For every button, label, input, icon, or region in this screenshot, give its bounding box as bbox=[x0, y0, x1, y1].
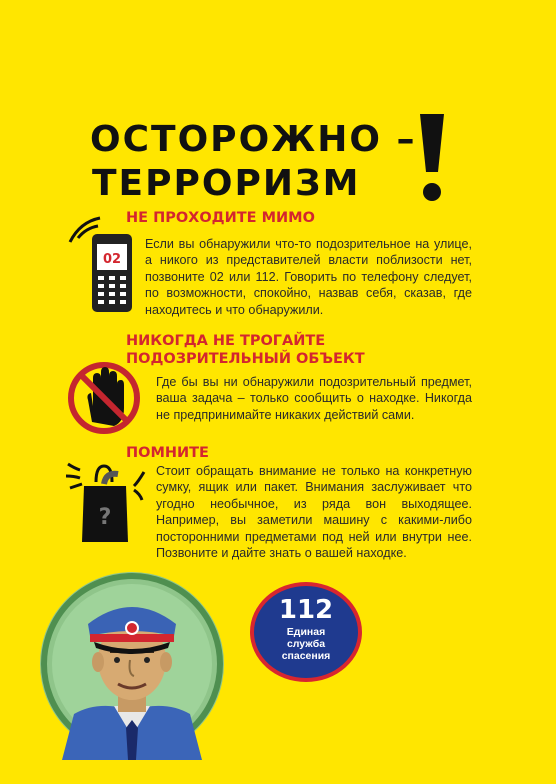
title-line-1: ОСТОРОЖНО – bbox=[90, 119, 417, 160]
badge-label-line-3: спасения bbox=[281, 650, 331, 662]
phone-screen-text: 02 bbox=[102, 252, 122, 267]
police-officer-illustration bbox=[38, 560, 234, 770]
svg-text:?: ? bbox=[98, 505, 112, 530]
title-line-2: ТЕРРОРИЗМ bbox=[92, 163, 361, 204]
section-3-heading: ПОМНИТЕ bbox=[126, 445, 209, 461]
section-2-heading-line-2: ПОДОЗРИТЕЛЬНЫЙ ОБЪЕКТ bbox=[126, 351, 365, 367]
section-3-body: Стоит обращать внимание не только на конкретную сумку, ящик или пакет. Внимания заслуживает что угодно необычное, из ряда вон выходящее. Например, вы заметили машину с какими-либо посторонними предметами под ней или внутри нее. Позвоните и дайте знать о вашей находке. bbox=[156, 464, 472, 561]
no-touch-hand-icon bbox=[66, 360, 142, 436]
badge-number: 112 bbox=[278, 595, 334, 625]
emergency-112-badge bbox=[250, 582, 362, 682]
page-title bbox=[90, 118, 417, 206]
badge-label-line-2: служба bbox=[286, 638, 326, 650]
section-2-heading-line-1: НИКОГДА НЕ ТРОГАЙТЕ bbox=[126, 333, 326, 349]
suspicious-bag-icon bbox=[66, 456, 146, 546]
badge-label bbox=[254, 626, 358, 662]
exclamation-icon bbox=[412, 110, 452, 206]
section-2-body: Где бы вы ни обнаружили подозрительный предмет, ваша задача – только сообщить о находке. Никогда не предпринимайте никаких действий сами. bbox=[156, 375, 472, 422]
phone-icon bbox=[66, 214, 136, 314]
section-1-body: Если вы обнаружили что-то подозрительное на улице, а никого из представителей власти поблизости нет, позвоните 02 или 112. Говорить по телефону следует, по возможности, спокойно, назвав себя, сказав, где находитесь и что обнаружили. bbox=[145, 237, 472, 317]
section-1-heading: НЕ ПРОХОДИТЕ МИМО bbox=[126, 210, 315, 226]
badge-label-line-1: Единая bbox=[286, 626, 326, 638]
